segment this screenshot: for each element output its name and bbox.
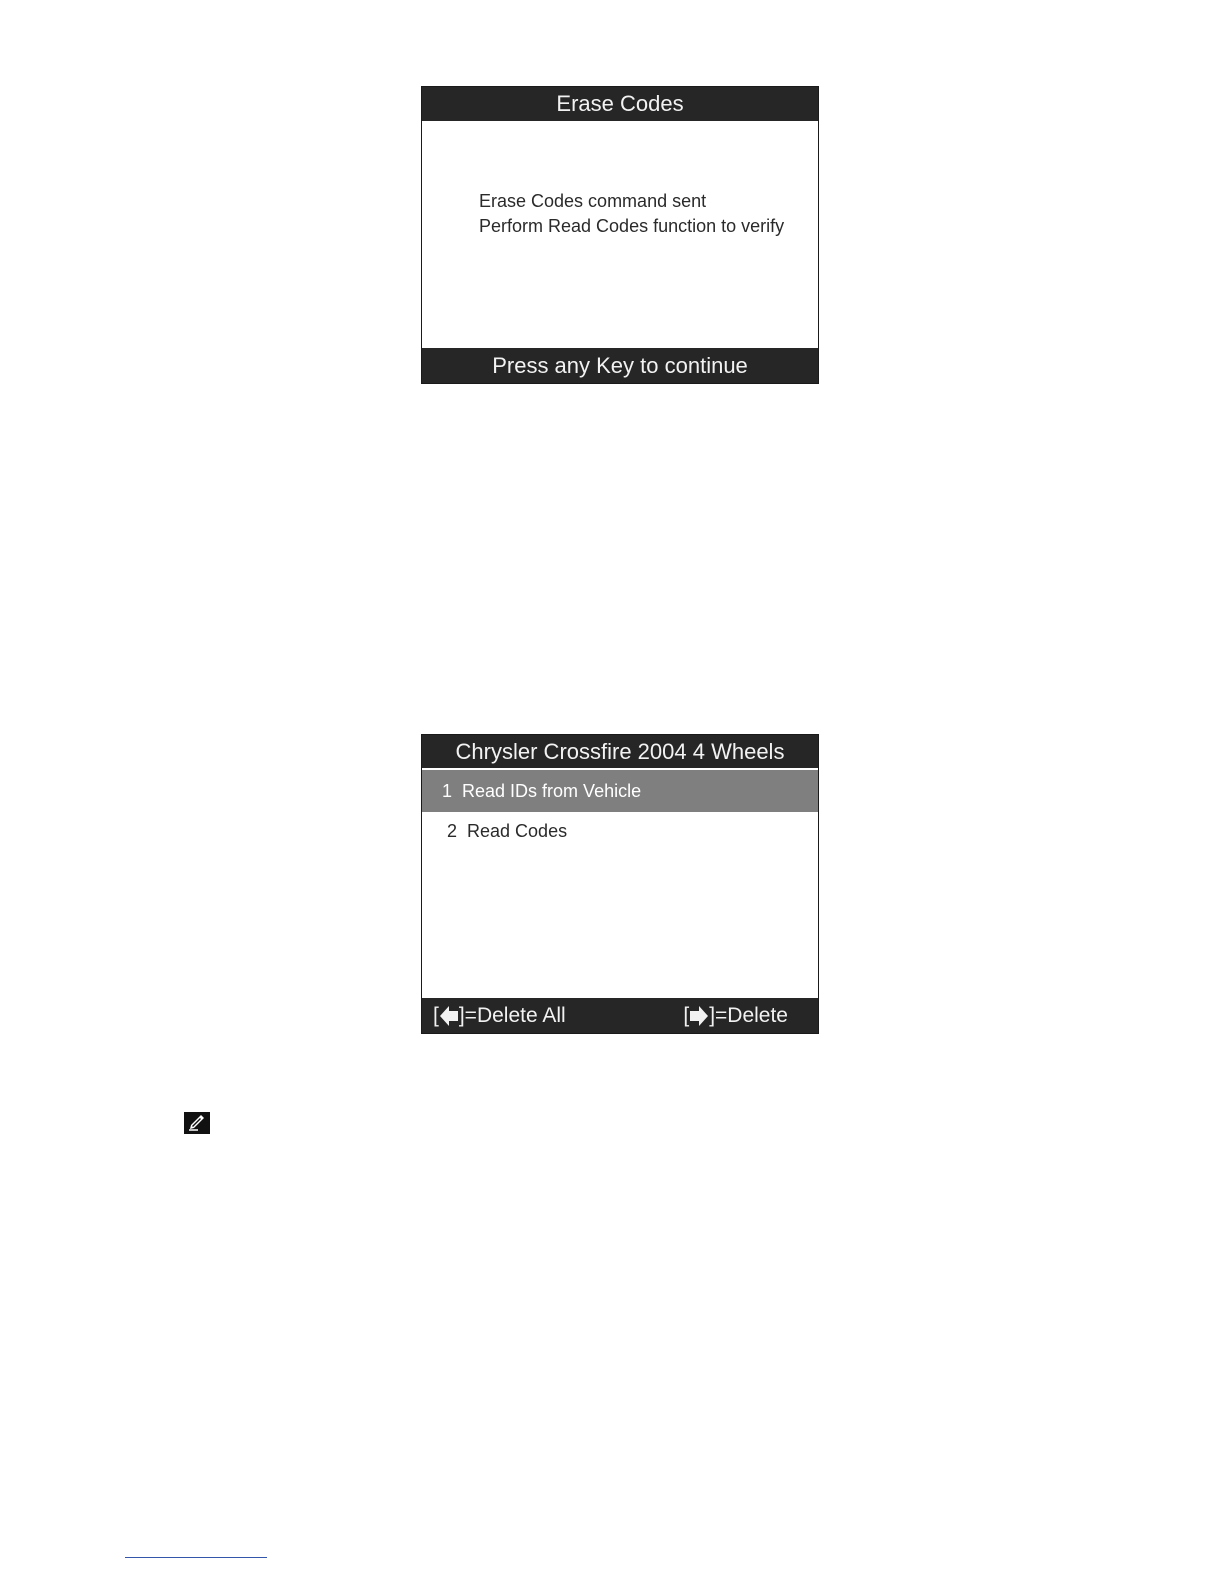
delete-hint[interactable] xyxy=(683,998,788,1033)
bracket-open: [ xyxy=(683,1004,690,1027)
menu-item-read-codes[interactable] xyxy=(422,810,818,852)
pencil-note-icon xyxy=(184,1112,210,1134)
delete-all-label: ]=Delete All xyxy=(458,1004,566,1027)
vehicle-title: Chrysler Crossfire 2004 4 Wheels xyxy=(422,735,818,768)
erase-codes-screen xyxy=(421,86,819,384)
right-arrow-icon xyxy=(690,1006,708,1026)
vehicle-menu-screen xyxy=(421,734,819,1034)
left-arrow-icon xyxy=(440,1006,458,1026)
message-line-2: Perform Read Codes function to verify xyxy=(479,216,785,236)
screen-title: Erase Codes xyxy=(422,87,818,121)
key-hints-bar xyxy=(422,998,818,1033)
menu-item-read-ids[interactable] xyxy=(422,770,818,812)
menu-item-label: Read IDs from Vehicle xyxy=(462,781,642,801)
hyperlink-underline[interactable] xyxy=(125,1557,267,1558)
status-message xyxy=(479,189,784,239)
bracket-open: [ xyxy=(433,1004,439,1027)
continue-prompt[interactable]: Press any Key to continue xyxy=(422,348,818,383)
delete-label: ]=Delete xyxy=(709,1004,788,1027)
menu-item-label: Read Codes xyxy=(467,821,568,841)
menu-item-number: 2 xyxy=(447,821,458,841)
menu-item-number: 1 xyxy=(442,781,453,801)
delete-all-hint[interactable] xyxy=(433,998,566,1033)
message-line-1: Erase Codes command sent xyxy=(479,191,707,211)
